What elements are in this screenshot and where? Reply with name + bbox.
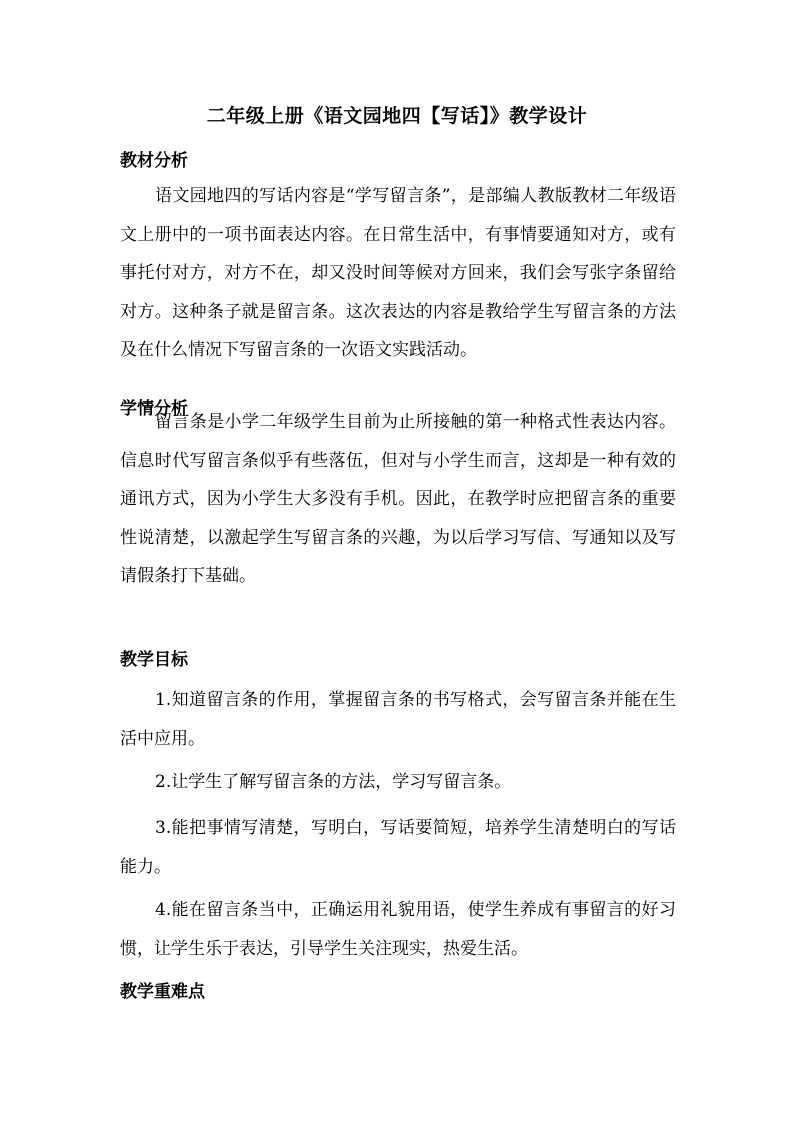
section-paragraph: 留言条是小学二年级学生目前为止所接触的第一种格式性表达内容。信息时代写留言条似乎有些落伍，但对与小学生而言，这却是一种有效的通讯方式，因为小学生大多没有手机。因此，在教学时应把留言条的重要性说清楚，以激起学生写留言条的兴趣，为以后学习写信、写通知以及写请假条打下基础。: [120, 412, 676, 586]
section-heading-textbook-analysis: 教材分析: [120, 151, 188, 171]
goal-item: 4.能在留言条当中，正确运用礼貌用语，使学生养成有事留言的好习惯，让学生乐于表达，引导学生关注现实，热爱生活。: [120, 900, 676, 959]
section-heading-learner-analysis: 学情分析: [120, 399, 188, 419]
goal-item: 1.知道留言条的作用，掌握留言条的书写格式，会写留言条并能在生活中应用。: [120, 690, 676, 749]
goal-item: 3.能把事情写清楚，写明白，写话要简短，培养学生清楚明白的写话能力。: [120, 818, 676, 877]
section-paragraph: 语文园地四的写话内容是“学写留言条”，是部编人教版教材二年级语文上册中的一项书面表达内容。在日常生活中，有事情要通知对方，或有事托付对方，对方不在，却又没时间等候对方回来，我们会写张字条留给对方。这种条子就是留言条。这次表达的内容是教给学生写留言条的方法及在什么情况下写留言条的一次语文实践活动。: [120, 186, 676, 360]
document-title: 二年级上册《语文园地四【写话】》教学设计: [206, 105, 588, 127]
section-heading-teaching-goals: 教学目标: [120, 650, 188, 670]
section-heading-key-difficulties: 教学重难点: [120, 982, 205, 1002]
goal-item: 2.让学生了解写留言条的方法，学习写留言条。: [155, 772, 512, 792]
